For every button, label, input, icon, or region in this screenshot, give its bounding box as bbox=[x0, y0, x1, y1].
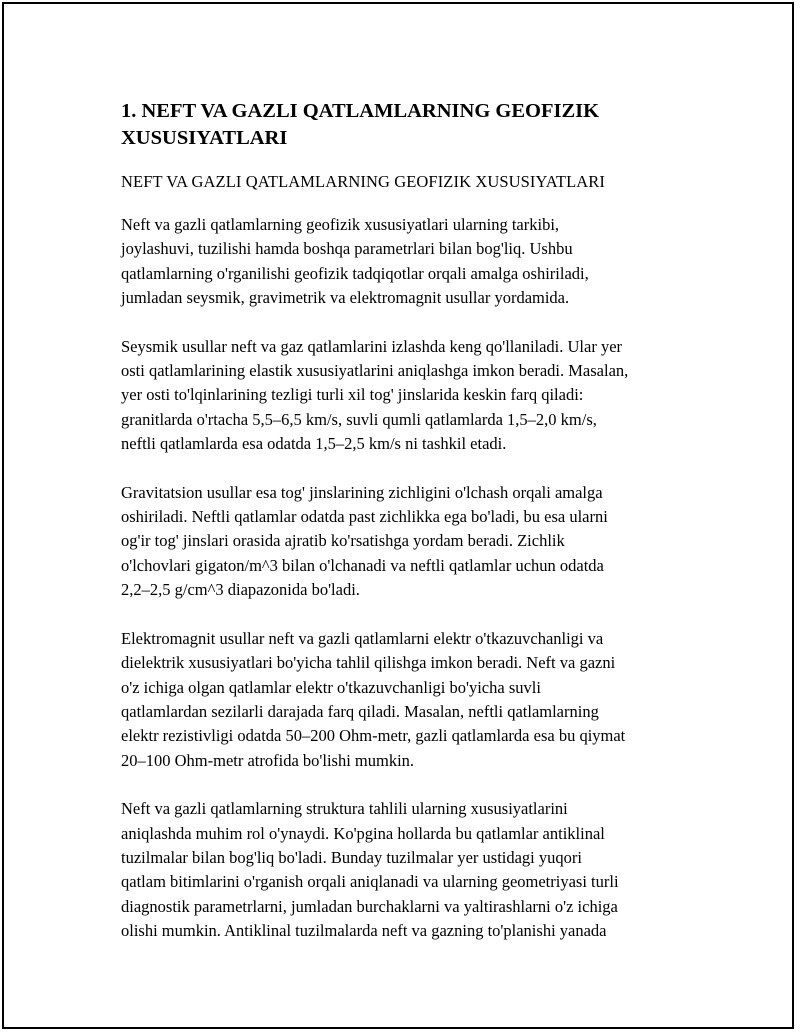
paragraph bbox=[121, 627, 699, 773]
title-line: XUSUSIYATLARI bbox=[121, 127, 288, 149]
text-line: qatlam bitimlarini o'rganish orqali aniqlanadi va ularning geometriyasi turli bbox=[121, 872, 619, 892]
paragraph bbox=[121, 797, 699, 943]
text-line: Neft va gazli qatlamlarning geofizik xususiyatlari ularning tarkibi, bbox=[121, 215, 560, 234]
text-line: Seysmik usullar neft va gaz qatlamlarini izlashda keng qo'llaniladi. Ular yer bbox=[121, 336, 623, 356]
text-line: qatlamlardan sezilarli darajada farq qiladi. Masalan, neftli qatlamlarning bbox=[121, 701, 599, 721]
text-line: oshiriladi. Neftli qatlamlar odatda past zichlikka ega bo'ladi, bu esa ularni bbox=[121, 507, 608, 527]
paragraph bbox=[121, 481, 699, 603]
text-line: neftli qatlamlarda esa odatda 1,5–2,5 km/s ni tashkil etadi. bbox=[121, 434, 507, 454]
text-line: 2,2–2,5 g/cm^3 diapazonida bo'ladi. bbox=[121, 580, 360, 600]
paragraph bbox=[121, 213, 699, 311]
page-frame bbox=[2, 2, 794, 1029]
text-line: qatlamlarning o'rganilishi geofizik tadqiqotlar orqali amalga oshiriladi, bbox=[121, 263, 589, 283]
text-line: diagnostik parametrlarni, jumladan burchaklarni va yaltirashlarni o'z ichiga bbox=[121, 896, 618, 916]
text-line: jumladan seysmik, gravimetrik va elektromagnit usullar yordamida. bbox=[121, 288, 570, 308]
text-line: o'z ichiga olgan qatlamlar elektr o'tkazuvchanligi bo'yicha suvli bbox=[121, 677, 541, 697]
text-line: o'lchovlari gigaton/m^3 bilan o'lchanadi va neftli qatlamlar uchun odatda bbox=[121, 555, 604, 575]
text-line: yer osti to'lqinlarining tezligi turli xil tog' jinslarida keskin farq qiladi: bbox=[121, 385, 584, 405]
text-line: Gravitatsion usullar esa tog' jinslarining zichligini o'lchash orqali amalga bbox=[121, 482, 603, 502]
text-line: Elektromagnit usullar neft va gazli qatlamlarni elektr o'tkazuvchanligi va bbox=[121, 628, 604, 648]
document-body bbox=[121, 98, 699, 944]
text-line: joylashuvi, tuzilishi hamda boshqa parametrlari bilan bog'liq. Ushbu bbox=[121, 239, 573, 259]
text-line: aniqlashda muhim rol o'ynaydi. Ko'pgina hollarda bu qatlamlar antiklinal bbox=[121, 823, 605, 843]
text-line: tuzilmalar bilan bog'liq bo'ladi. Bunday tuzilmalar yer ustidagi yuqori bbox=[121, 847, 582, 867]
text-line: og'ir tog' jinslari orasida ajratib ko'rsatishga yordam beradi. Zichlik bbox=[121, 531, 565, 551]
title-line: 1. NEFT VA GAZLI QATLAMLARNING GEOFIZIK bbox=[121, 100, 600, 122]
document-subtitle: NEFT VA GAZLI QATLAMLARNING GEOFIZIK XUSUSIYATLARI bbox=[121, 172, 605, 191]
paragraph bbox=[121, 335, 699, 457]
document-title bbox=[121, 98, 699, 152]
text-line: dielektrik xususiyatlari bo'yicha tahlil qilishga imkon beradi. Neft va gazni bbox=[121, 653, 616, 673]
text-line: Neft va gazli qatlamlarning struktura tahlili ularning xususiyatlarini bbox=[121, 799, 568, 819]
text-line: 20–100 Ohm-metr atrofida bo'lishi mumkin. bbox=[121, 750, 415, 770]
text-line: olishi mumkin. Antiklinal tuzilmalarda neft va gazning to'planishi yanada bbox=[121, 921, 607, 941]
text-line: elektr rezistivligi odatda 50–200 Ohm-metr, gazli qatlamlarda esa bu qiymat bbox=[121, 726, 626, 746]
text-line: granitlarda o'rtacha 5,5–6,5 km/s, suvli qumli qatlamlarda 1,5–2,0 km/s, bbox=[121, 409, 597, 429]
text-line: osti qatlamlarining elastik xususiyatlarini aniqlashga imkon beradi. Masalan, bbox=[121, 361, 629, 381]
